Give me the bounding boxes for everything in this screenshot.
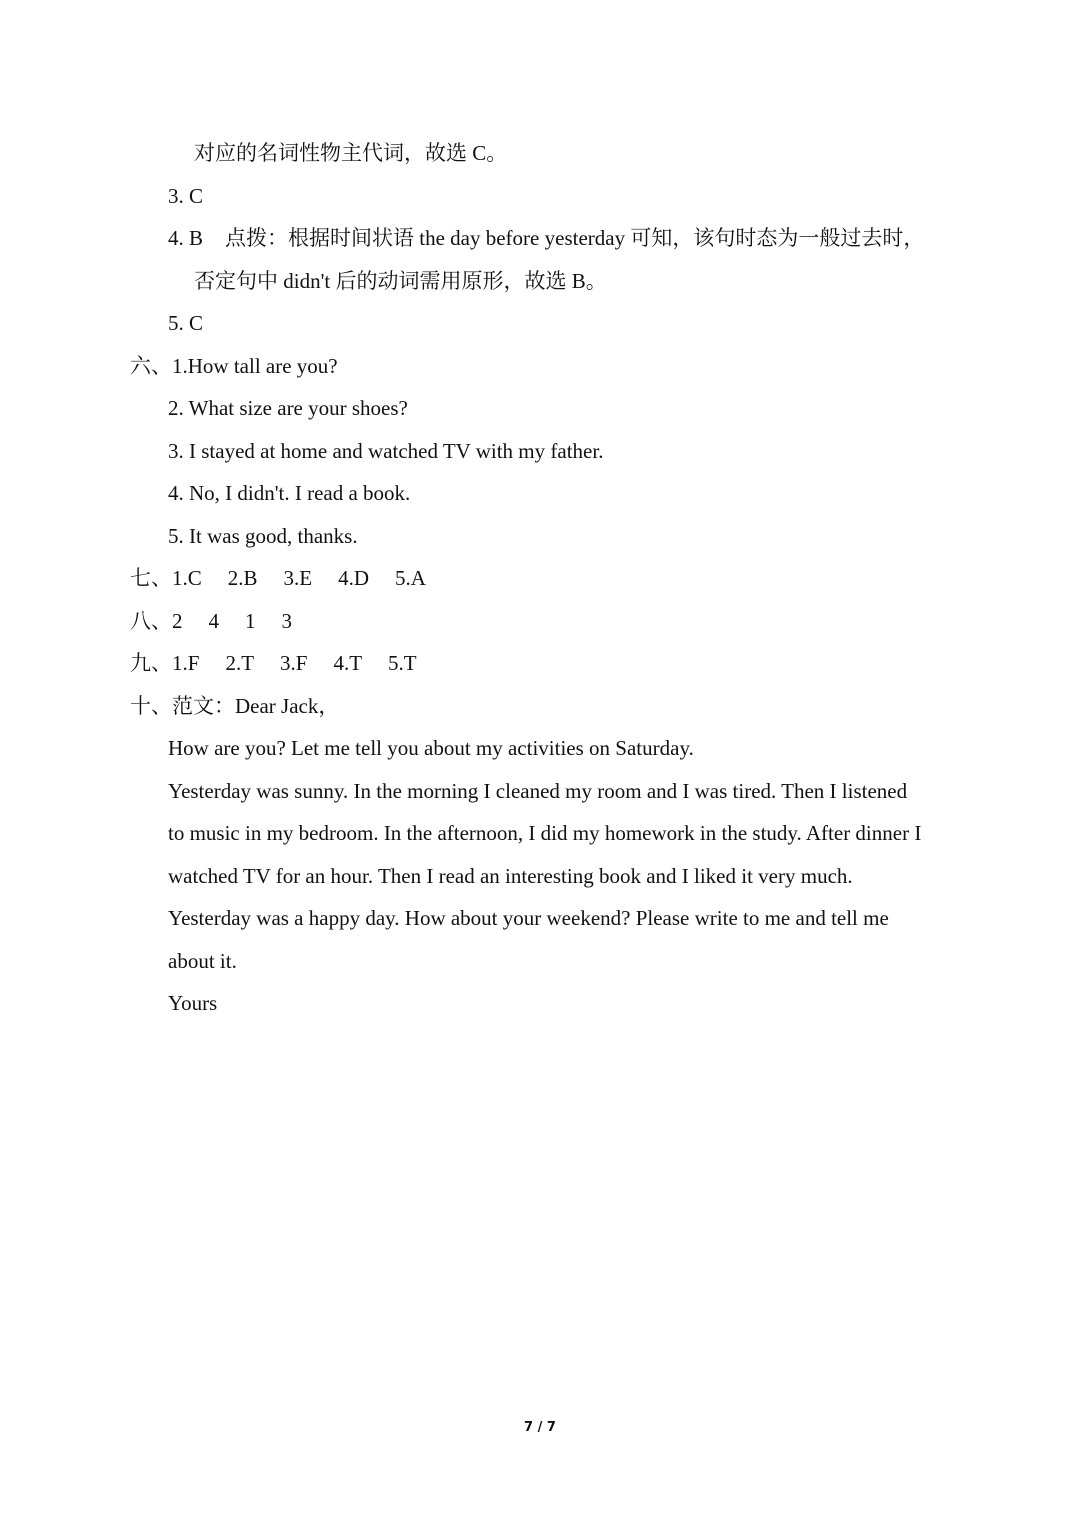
essay-line: Yesterday was a happy day. How about your weekend? Please write to me and tell me: [168, 906, 889, 930]
section-6-answer-5: 5. It was good, thanks.: [168, 524, 358, 548]
answer-5-3: 3. C: [168, 184, 204, 208]
answer-5-4: [168, 224, 924, 252]
section-7-item: 4.D: [338, 566, 370, 590]
answer-5-5: 5. C: [168, 311, 204, 335]
essay-greeting: Dear Jack，: [235, 694, 340, 718]
section-9-item: 3.F: [280, 651, 308, 675]
section-8-label: 八、: [130, 609, 172, 633]
section-9-answers: [130, 649, 417, 677]
answer-5-4-choice: 4. B: [168, 226, 204, 250]
section-8-item: 2: [172, 609, 183, 633]
essay-line: to music in my bedroom. In the afternoon, I did my homework in the study. After dinner I: [168, 821, 922, 845]
section-6-label: 六、: [130, 354, 172, 378]
section-9-label: 九、: [130, 651, 172, 675]
section-7-item: 3.E: [283, 566, 313, 590]
section-6-answer-4: 4. No, I didn't. I read a book.: [168, 481, 411, 505]
page-number: 7 / 7: [524, 1420, 556, 1435]
section-9-item: 1.F: [172, 651, 200, 675]
essay-signoff: Yours: [168, 991, 218, 1015]
section-6-item: 1.How tall are you?: [172, 354, 338, 378]
section-6-answer-3: 3. I stayed at home and watched TV with my father.: [168, 439, 604, 463]
section-7-answers: [130, 564, 426, 592]
essay-line: watched TV for an hour. Then I read an interesting book and I liked it very much.: [168, 864, 853, 888]
essay-line: about it.: [168, 949, 237, 973]
section-6-answer-1: [130, 352, 338, 380]
section-9-item: 2.T: [225, 651, 255, 675]
section-10-heading: [130, 692, 339, 720]
q3-explanation-continued: 对应的名词性物主代词，故选 C。: [194, 141, 508, 165]
section-9-item: 4.T: [333, 651, 363, 675]
section-7-label: 七、: [130, 566, 172, 590]
essay-line: How are you? Let me tell you about my activities on Saturday.: [168, 736, 694, 760]
section-8-answers: [130, 607, 292, 635]
answer-5-4-note: 点拨：根据时间状语 the day before yesterday 可知，该句时态为一般过去时，: [225, 226, 925, 250]
essay-line: Yesterday was sunny. In the morning I cleaned my room and I was tired. Then I listened: [168, 779, 908, 803]
section-8-item: 3: [281, 609, 292, 633]
section-10-intro: 范文：: [172, 694, 235, 718]
section-7-item: 1.C: [172, 566, 202, 590]
section-8-item: 4: [208, 609, 219, 633]
section-7-item: 5.A: [395, 566, 426, 590]
section-9-item: 5.T: [388, 651, 417, 675]
answer-5-4-note-continued: 否定句中 didn't 后的动词需用原形，故选 B。: [194, 269, 607, 293]
section-6-answer-2: 2. What size are your shoes?: [168, 396, 408, 420]
section-10-label: 十、: [130, 694, 172, 718]
section-8-item: 1: [245, 609, 256, 633]
section-7-item: 2.B: [227, 566, 258, 590]
